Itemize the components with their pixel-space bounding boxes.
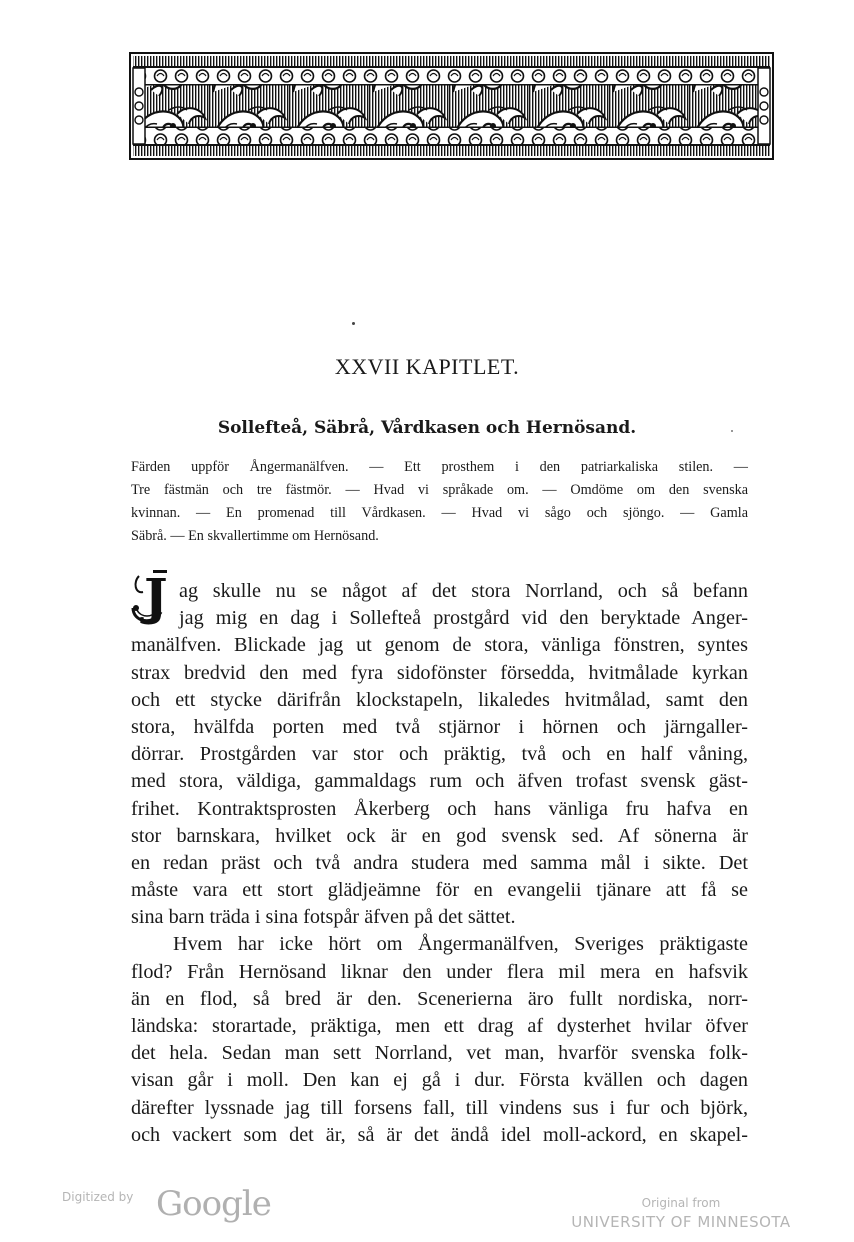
chapter-summary [131,456,748,548]
text-line: visan går i moll. Den kan ej gå i dur. Första kvällen och dagen [131,1069,748,1092]
text-line: jag mig en dag i Sollefteå prostgård vid den beryktade Anger- [179,607,748,630]
text-line: med stora, väldiga, gammaldags rum och äfven trofast svensk gäst- [131,770,748,793]
ink-speck [352,322,355,325]
text-line: stora, hvälfda porten med två stjärnor i hörnen och järngaller- [131,715,748,738]
text-line: måste vara ett stort glädjeämne för en evangelii tjänare att få se [131,879,748,902]
summary-line: kvinnan. — En promenad till Vårdkasen. — Hvad vi sågo och sjöngo. — Gamla [131,505,748,521]
text-line: dörrar. Prostgården var stor och präktig, två och en half våning, [131,743,748,766]
text-line: och vackert som det är, så är det ändå idel moll-ackord, en skapel- [131,1123,748,1146]
text-line: flod? Från Hernösand liknar den under flera mil mera en hafsvik [131,960,748,983]
summary-line: Färden uppför Ångermanälfven. — Ett prosthem i den patriarkaliska stilen. — [131,459,748,475]
text-line: ag skulle nu se något af det stora Norrland, och så befann [179,580,748,602]
text-line: ländska: storartade, präktiga, men ett drag af dysterhet hvilar öfver [131,1015,748,1037]
chapter-title: XXVII KAPITLET. [334,354,520,379]
ornamental-header-banner [129,52,774,160]
text-line: därefter lyssnade jag till forsens fall, till vindens sus i fur och björk, [131,1096,748,1119]
drop-cap-letter: J [144,568,168,626]
text-line: frihet. Kontraktsprosten Åkerberg och hans vänliga fru hafva en [131,797,748,820]
text-line: sina barn träda i sina fotspår äfven på det sättet. [131,906,516,929]
summary-line: Säbrå. — En skvallertimme om Hernösand. [131,528,379,544]
text-line: Hvem har icke hört om Ångermanälfven, Sveriges präktigaste [173,933,748,956]
text-line: en redan präst och två andra studera med samma mål i sikte. Det [131,851,748,874]
university-label: UNIVERSITY OF MINNESOTA [571,1213,791,1231]
chapter-subtitle: Sollefteå, Säbrå, Vårdkasen och Hernösand. [217,418,637,438]
text-line: strax bredvid den med fyra sidofönster försedda, hvitmålade kyrkan [131,661,748,684]
text-line: det hela. Sedan man sett Norrland, vet man, hvarför svenska folk- [131,1042,748,1065]
body-text [131,578,748,1149]
text-line: manälfven. Blickade jag ut genom de stora, vänliga fönstren, syntes [131,634,748,657]
summary-line: Tre fästmän och tre fästmör. — Hvad vi språkade om. — Omdöme om den svenska [131,482,748,498]
original-from-label: Original from [641,1196,721,1210]
text-line: och ett stycke därifrån klockstapeln, likaledes hvitmålad, samt den [131,688,748,711]
text-line: stor barnskara, hvilket ock är en god svensk sed. Af sönerna är [131,824,748,847]
ornament-border-icon [129,52,774,160]
digitized-by-label: Digitized by [62,1190,134,1204]
google-logo: Google [156,1184,271,1224]
text-line: än en flod, så bred är den. Scenerierna äro fullt nordiska, norr- [131,987,748,1010]
